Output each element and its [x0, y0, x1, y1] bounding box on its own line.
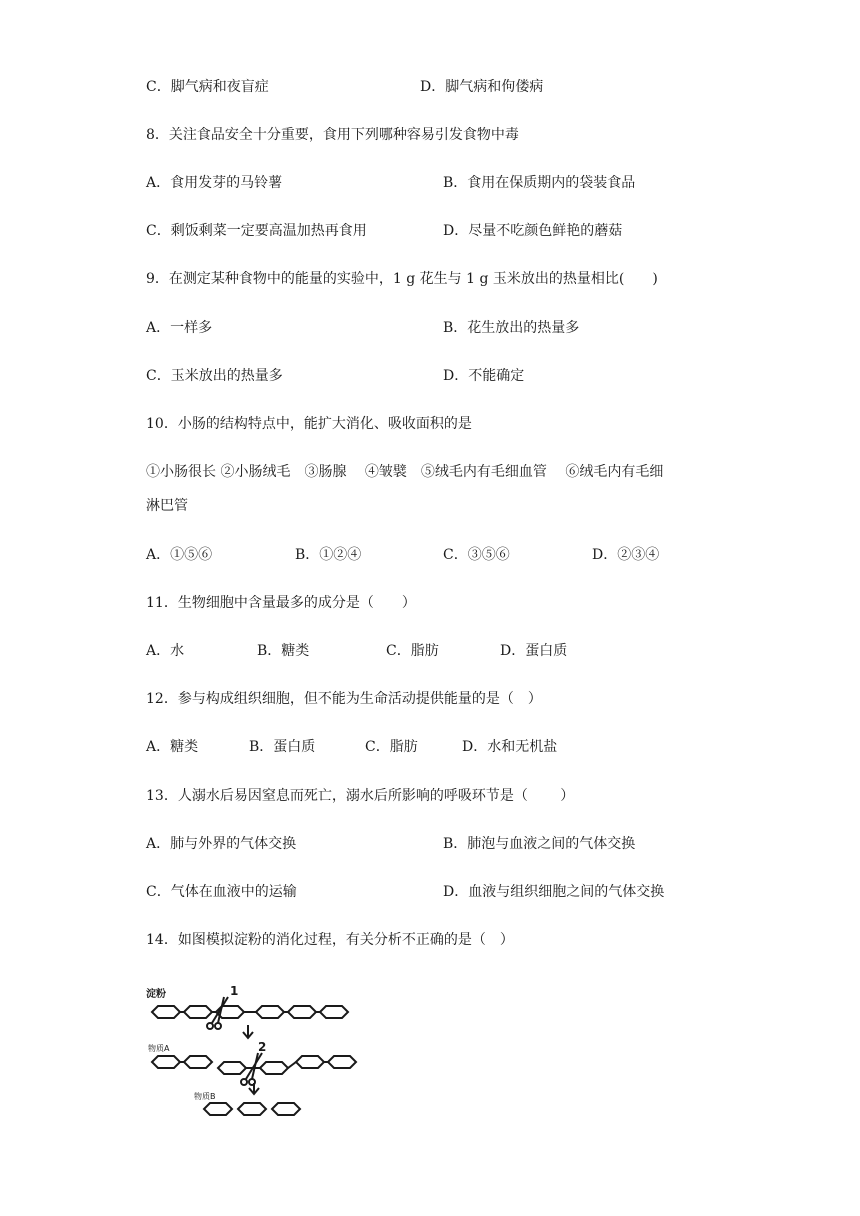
q8-option-a: A．食用发芽的马铃薯: [146, 175, 283, 191]
q13-option-a: A．肺与外界的气体交换: [146, 836, 297, 852]
q14-stem: 14．如图模拟淀粉的消化过程，有关分析不正确的是（ ）: [146, 932, 514, 948]
q11-option-a: A．水: [146, 643, 185, 659]
q10-list-line1: ①小肠很长 ②小肠绒毛 ③肠腺 ④皱襞 ⑤绒毛内有毛细血管 ⑥绒毛内有毛细: [146, 464, 664, 480]
label-substance-a: 物质A: [148, 1044, 170, 1053]
label-num-1: 1: [230, 984, 239, 998]
q10-option-b: B．①②④: [295, 547, 362, 563]
q8-stem: 8．关注食品安全十分重要，食用下列哪种容易引发食物中毒: [146, 127, 519, 143]
q10-option-a: A．①⑤⑥: [146, 547, 213, 563]
label-starch: 淀粉: [146, 989, 166, 1000]
label-num-2: 2: [258, 1040, 267, 1054]
q8-option-b: B．食用在保质期内的袋装食品: [443, 175, 636, 191]
q13-option-c: C．气体在血液中的运输: [146, 884, 297, 900]
q12-stem: 12．参与构成组织细胞，但不能为生命活动提供能量的是（ ）: [146, 691, 542, 707]
q12-option-b: B．蛋白质: [249, 739, 316, 755]
q11-option-d: D．蛋白质: [500, 643, 568, 659]
substance-b-chain: [204, 1103, 300, 1115]
q13-stem: 13．人溺水后易因窒息而死亡，溺水后所影响的呼吸环节是（ ）: [146, 788, 575, 804]
q12-option-c: C．脂肪: [365, 739, 418, 755]
starch-chain: [152, 1006, 348, 1018]
q8-option-d: D．尽量不吃颜色鲜艳的蘑菇: [443, 223, 623, 239]
q8-option-c: C．剩饭剩菜一定要高温加热再食用: [146, 223, 367, 239]
q9-option-c: C．玉米放出的热量多: [146, 368, 283, 384]
label-substance-b: 物质B: [194, 1092, 216, 1101]
q9-option-b: B．花生放出的热量多: [443, 320, 580, 336]
q12-option-d: D．水和无机盐: [462, 739, 558, 755]
q7-option-c: C．脚气病和夜盲症: [146, 79, 269, 95]
q9-option-a: A．一样多: [146, 320, 213, 336]
starch-digestion-diagram: [146, 975, 366, 1125]
q10-stem: 10．小肠的结构特点中，能扩大消化、吸收面积的是: [146, 416, 472, 432]
q10-option-c: C．③⑤⑥: [443, 547, 510, 563]
q10-option-d: D．②③④: [592, 547, 660, 563]
q10-list-line2: 淋巴管: [146, 498, 188, 514]
q11-option-c: C．脂肪: [386, 643, 439, 659]
q11-option-b: B．糖类: [257, 643, 310, 659]
q9-option-d: D．不能确定: [443, 368, 525, 384]
q7-option-d: D．脚气病和佝偻病: [420, 79, 544, 95]
q11-stem: 11．生物细胞中含量最多的成分是（ ）: [146, 595, 416, 611]
q9-stem: 9．在测定某种食物中的能量的实验中，1 g 花生与 1 g 玉米放出的热量相比( ): [146, 271, 658, 287]
arrow-down-1-icon: [243, 1025, 253, 1038]
q13-option-d: D．血液与组织细胞之间的气体交换: [443, 884, 665, 900]
q12-option-a: A．糖类: [146, 739, 199, 755]
q13-option-b: B．肺泡与血液之间的气体交换: [443, 836, 636, 852]
